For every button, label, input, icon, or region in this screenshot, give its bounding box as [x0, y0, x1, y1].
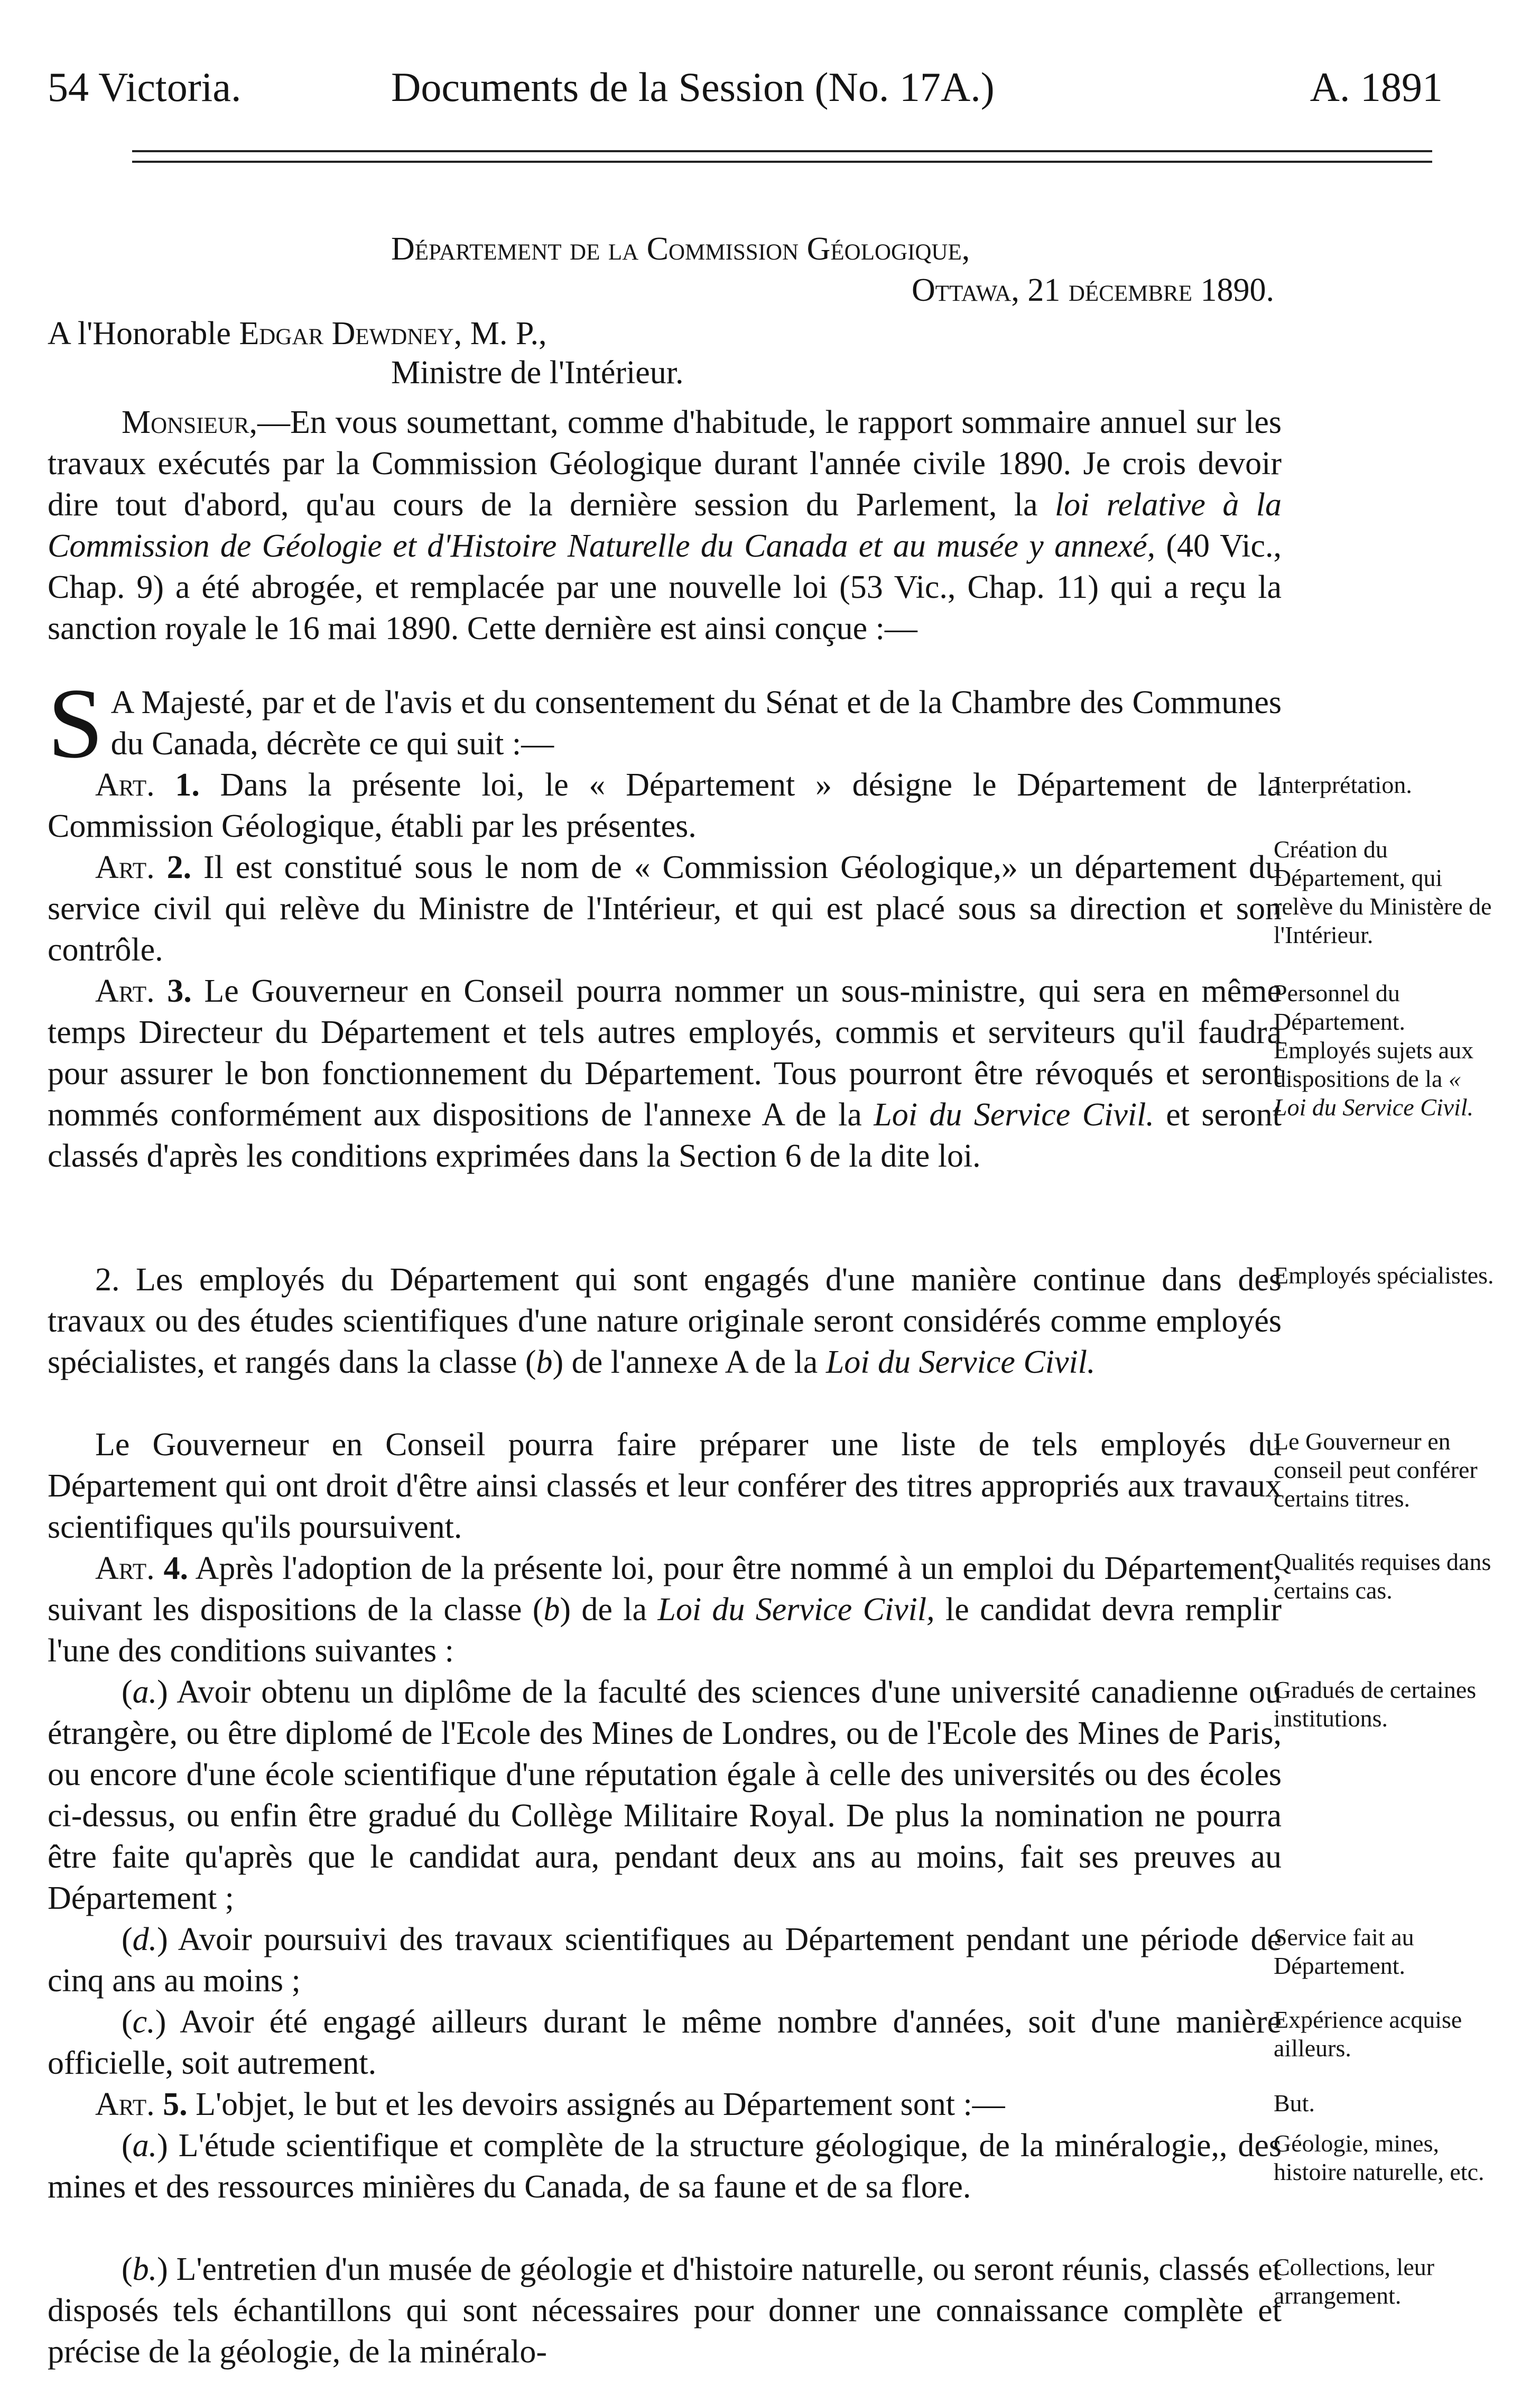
- article-1: [48, 764, 1282, 847]
- intro-text-1: —En vous soumettant, comme d'habitude, le rapport sommaire annuel sur les travaux exécutés par la Commission Géologique durant l'année civile 1890. Je crois devoir dire tout d'abord, qu'au cours de la dernière session du Parlement, la: [48, 404, 1282, 523]
- article-5: [48, 2084, 1282, 2125]
- header-year: A. 1891: [1310, 64, 1443, 110]
- art-number: 2.: [166, 849, 192, 885]
- article-text: et seront classés d'après les conditions exprimées dans la Section 6 de la dite loi.: [48, 1097, 1282, 1174]
- margin-note-but: But.: [1274, 2090, 1315, 2117]
- article-4-clause-a: (a.) Avoir obtenu un diplôme de la faculté des sciences d'une université canadienne ou étrangère, ou être diplomé de l'Ecole des Mines de Londres, ou de l'Ecole des Mines de Paris, ou encore d'une école scientifique d'une réputation égale à celle des universités ou des écoles ci-dessus, ou enfin être gradué du Collège Militaire Royal. De plus la nomination ne pourra être faite qu'après que le candidat aura, pendant deux ans au moins, fait ses preuves au Département ;: [48, 1674, 1282, 1916]
- clause-letter: b.: [132, 2251, 157, 2287]
- salutation: Monsieur,: [122, 404, 257, 440]
- header-rule-bottom: [132, 161, 1432, 163]
- art-label: Art.: [95, 1550, 155, 1586]
- margin-note-personnel-italic: « Loi du Service Civil.: [1274, 1065, 1474, 1121]
- article-text: ) de l'annexe A de la: [552, 1344, 826, 1380]
- clause-text: L'étude scientifique et complète de la structure géologique, de la minéralogie,, des mines et des ressources minières du Canada, de sa faune et de sa flore.: [48, 2128, 1282, 2205]
- article-2: [48, 847, 1282, 971]
- article-text: Le Gouverneur en Conseil pourra faire préparer une liste de tels employés du Département qui ont droit d'être ainsi classés et leur conférer des titres appropriés aux travaux scientifiques qu'ils poursuivent.: [48, 1427, 1282, 1545]
- place-date: Ottawa, 21 décembre 1890.: [912, 272, 1274, 308]
- act-preamble: [48, 668, 1282, 779]
- margin-note-titres: Le Gouverneur en conseil peut conférer certains titres.: [1274, 1428, 1478, 1512]
- article-text-italic: Loi du Service Civil,: [657, 1592, 935, 1628]
- clause-text: Avoir été engagé ailleurs durant le même nombre d'années, soit d'une manière officielle, soit autrement.: [48, 2004, 1282, 2081]
- margin-note-personnel-text: Personnel du Département. Employés sujets aux dispositions de la: [1274, 980, 1474, 1092]
- margin-note-gradues: Gradués de certaines institutions.: [1274, 1676, 1477, 1732]
- header-regnal-year: 54 Victoria.: [48, 64, 242, 110]
- place-date-line: [912, 272, 1274, 309]
- addressee-title: Ministre de l'Intérieur.: [391, 355, 684, 391]
- header-document-title: Documents de la Session (No. 17A.): [391, 64, 995, 110]
- margin-note-geologie: Géologie, mines, histoire naturelle, etc.: [1274, 2130, 1485, 2185]
- preamble-cap: A: [110, 685, 133, 720]
- header-rule-top: [132, 150, 1432, 152]
- article-text: ) de la: [560, 1592, 658, 1628]
- intro-text-2: (40 Vic., Chap. 9) a été abrogée, et remplacée par une nouvelle loi (53 Vic., Chap. 11) qui a reçu la sanction royale le 16 mai 1890. Cette dernière est ainsi conçue :—: [48, 528, 1282, 646]
- margin-note-experience: Expérience acquise ailleurs.: [1274, 2006, 1462, 2062]
- intro-text-italic: loi relative à la Commission de Géologie et d'Histoire Naturelle du Canada et au musée y annexé,: [48, 487, 1282, 564]
- art-number: 4.: [163, 1550, 189, 1586]
- preamble-text: Majesté, par et de l'avis et du consentement du Sénat et de la Chambre des Communes du Canada, décrète ce qui suit :—: [110, 685, 1282, 762]
- running-header: [48, 63, 1443, 116]
- article-5-clause-a: (a.) L'étude scientifique et complète de la structure géologique, de la minéralogie,, des mines et des ressources minières du Canada, de sa faune et de sa flore.: [48, 2128, 1282, 2205]
- article-text: L'objet, le but et les devoirs assignés au Département sont :—: [187, 2086, 1005, 2122]
- article-4: [48, 1548, 1282, 1671]
- margin-note-interpretation: Interprétation.: [1274, 771, 1412, 798]
- addressee-prefix: A l'Honorable: [48, 316, 231, 352]
- art-label: Art.: [95, 973, 155, 1009]
- article-text: Après l'adoption de la présente loi, pour être nommé à un emploi du Département, suivant les dispositions de la classe (: [48, 1550, 1282, 1628]
- margin-note-personnel: [1274, 979, 1496, 1122]
- clause-text: L'entretien d'un musée de géologie et d'histoire naturelle, ou seront réunis, classés et disposés tels échantillons qui sont nécessaires pour donner une connaissance complète et précise de la géologie, de la minéralo-: [48, 2251, 1282, 2370]
- margin-note-creation: Création du Département, qui relève du Ministère de l'Intérieur.: [1274, 836, 1492, 948]
- article-5-clause-b: (b.) L'entretien d'un musée de géologie et d'histoire naturelle, ou seront réunis, classés et disposés tels échantillons qui sont nécessaires pour donner une connaissance complète et précise de la géologie, de la minéralo-: [48, 2251, 1282, 2370]
- article-text-italic: Loi du Service Civil.: [874, 1097, 1154, 1133]
- art-label: Art.: [95, 849, 155, 885]
- clause-letter: a.: [132, 1674, 157, 1710]
- addressee-line: [48, 313, 546, 354]
- margin-note-service: Service fait au Département.: [1274, 1924, 1414, 1979]
- article-text: le candidat devra remplir l'une des conditions suivantes :: [48, 1592, 1282, 1669]
- clause-letter: d.: [132, 1921, 157, 1957]
- article-text: Dans la présente loi, le « Département » désigne le Département de la Commission Géologique, établi par les présentes.: [48, 767, 1282, 844]
- article-text-italic: Loi du Service Civil.: [825, 1344, 1096, 1380]
- article-text: 2. Les employés du Département qui sont engagés d'une manière continue dans des travaux ou des études scientifiques d'une nature originale seront considérés comme employés spécialistes, et rangés dans la classe (: [48, 1262, 1282, 1380]
- art-label: Art.: [95, 2086, 155, 2122]
- art-number: 5.: [163, 2086, 188, 2122]
- clause-letter: a.: [132, 2128, 157, 2164]
- article-4-clause-c: (c.) Avoir été engagé ailleurs durant le même nombre d'années, soit d'une manière officielle, soit autrement.: [48, 2004, 1282, 2081]
- clause-letter: b: [543, 1592, 560, 1628]
- article-3: [48, 971, 1282, 1177]
- addressee-suffix: , M. P.,: [453, 316, 547, 352]
- clause-text: Avoir poursuivi des travaux scientifiques au Département pendant une période de cinq ans au moins ;: [48, 1921, 1282, 1999]
- art-number: 3.: [167, 973, 192, 1009]
- article-3-subsection-3: [48, 1424, 1282, 1548]
- clause-letter: b: [536, 1344, 553, 1380]
- dropcap: S: [48, 668, 104, 779]
- art-label: Art.: [95, 767, 155, 803]
- margin-note-qualites: Qualités requises dans certains cas.: [1274, 1548, 1491, 1604]
- art-number: 1.: [175, 767, 200, 803]
- article-text: Le Gouverneur en Conseil pourra nommer un sous-ministre, qui sera en même temps Directeur du Département et tels autres employés, commis et serviteurs qu'il faudra pour assurer le bon fonctionnement du Département. Tous pourront être révoqués et seront nommés conformément aux dispositions de l'annexe A de la: [48, 973, 1282, 1133]
- margin-note-specialistes: Employés spécialistes.: [1274, 1262, 1494, 1289]
- article-text: Il est constitué sous le nom de « Commission Géologique,» un département du service civil qui relève du Ministre de l'Intérieur, et qui est placé sous sa direction et son contrôle.: [48, 849, 1282, 968]
- article-4-clause-d: (d.) Avoir poursuivi des travaux scientifiques au Département pendant une période de cinq ans au moins ;: [48, 1921, 1282, 1999]
- intro-paragraph: [48, 402, 1282, 649]
- clause-text: Avoir obtenu un diplôme de la faculté des sciences d'une université canadienne ou étrangère, ou être diplomé de l'Ecole des Mines de Londres, ou de l'Ecole des Mines de Paris, ou encore d'une école scientifique d'une réputation égale à celle des universités ou des écoles ci-dessus, ou enfin être gradué du Collège Militaire Royal. De plus la nomination ne pourra être faite qu'après que le candidat aura, pendant deux ans au moins, fait ses preuves au Département ;: [48, 1674, 1282, 1916]
- department-line: Département de la Commission Géologique,: [391, 231, 970, 267]
- margin-note-collections: Collections, leur arrangement.: [1274, 2253, 1435, 2309]
- article-3-subsection-2: [48, 1259, 1282, 1383]
- clause-letter: c.: [132, 2004, 155, 2040]
- addressee-name: Edgar Dewdney: [239, 316, 454, 352]
